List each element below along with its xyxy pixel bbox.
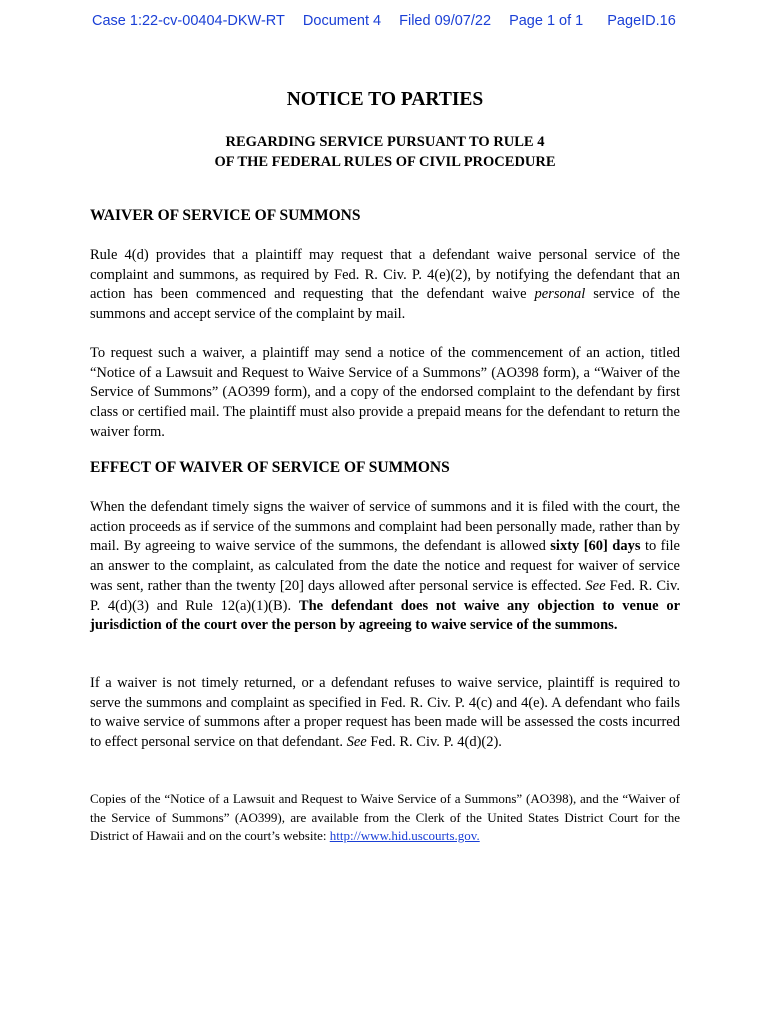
case-number: Case 1:22-cv-00404-DKW-RT xyxy=(92,13,285,29)
paragraph-copies xyxy=(90,790,680,846)
paragraph-text: When the defendant timely signs the waiver of service of summons and it is filed with the court, the action proceeds as if service of the summons and complaint had been personally made, rather than by mail. By agreeing to waive service of the summons, the defendant is allowed xyxy=(90,499,680,555)
page-id: PageID.16 xyxy=(607,13,676,29)
subtitle-line-2: OF THE FEDERAL RULES OF CIVIL PROCEDURE xyxy=(214,154,556,170)
page-count: Page 1 of 1 xyxy=(509,13,584,29)
bold-text: The defendant does not waive any objection to venue or jurisdiction of the court over the person by agreeing to waive service of the summons. xyxy=(90,597,681,634)
document-number: Document 4 xyxy=(302,13,382,29)
filed-date: Filed 09/07/22 xyxy=(399,13,492,29)
paragraph-text: Fed. R. Civ. P. 4(d)(3) and Rule 12(a)(1)(B). xyxy=(90,577,680,614)
subtitle-line-1: REGARDING SERVICE PURSUANT TO RULE 4 xyxy=(225,134,545,150)
see-signal: See xyxy=(346,734,367,751)
paragraph-text: to file an answer to the complaint, as calculated from the date the notice and request for waiver of service was sent, rather than the twenty [20] days allowed after personal service is effected. xyxy=(90,538,680,594)
page-title: NOTICE TO PARTIES xyxy=(286,89,484,110)
paragraph-text: Copies of the “Notice of a Lawsuit and Request to Waive Service of a Summons” (AO398), and the “Waiver of the Service of Summons” (AO399), are available from the Clerk of the United States District Court for the District of Hawaii and on the court’s website: xyxy=(90,791,680,843)
court-website-link[interactable]: http://www.hid.uscourts.gov. xyxy=(329,828,480,843)
see-signal: See xyxy=(585,577,606,594)
bold-text: sixty [60] days xyxy=(550,538,641,555)
filing-header xyxy=(92,13,692,29)
section-heading-effect: EFFECT OF WAIVER OF SERVICE OF SUMMONS xyxy=(90,459,450,476)
paragraph-text: Rule 4(d) provides that a plaintiff may request that a defendant waive personal service of the complaint and summons, as required by Fed. R. Civ. P. 4(e)(2), by notifying the defendant that an action has been commenced and requesting that the defendant waive xyxy=(90,247,680,303)
section-heading-waiver: WAIVER OF SERVICE OF SUMMONS xyxy=(90,207,361,224)
paragraph-text: service of the summons and accept service of the complaint by mail. xyxy=(90,286,680,323)
paragraph-rule-4d xyxy=(90,246,680,325)
paragraph-not-returned xyxy=(90,674,680,753)
paragraph-request-waiver: To request such a waiver, a plaintiff may send a notice of the commencement of an action, titled “Notice of a Lawsuit and Request to Waive Service of a Summons” (AO398 form), a “Waiver of the Service of Summons” (AO399 form), and a copy of the endorsed complaint to the defendant by first class or certified mail. The plaintiff must also provide a prepaid means for the defendant to return the waiver form. xyxy=(90,345,680,440)
paragraph-text: Fed. R. Civ. P. 4(d)(2). xyxy=(366,734,502,751)
paragraph-text: If a waiver is not timely returned, or a defendant refuses to waive service, plaintiff is required to serve the summons and complaint as specified in Fed. R. Civ. P. 4(c) and 4(e). A defendant who fails to waive service of summons after a proper request has been made will be assessed the costs incurred to effect personal service on that defendant. xyxy=(90,675,680,751)
paragraph-effect xyxy=(90,498,680,636)
page-subtitle xyxy=(0,132,770,172)
emphasis-text: personal xyxy=(534,286,586,303)
